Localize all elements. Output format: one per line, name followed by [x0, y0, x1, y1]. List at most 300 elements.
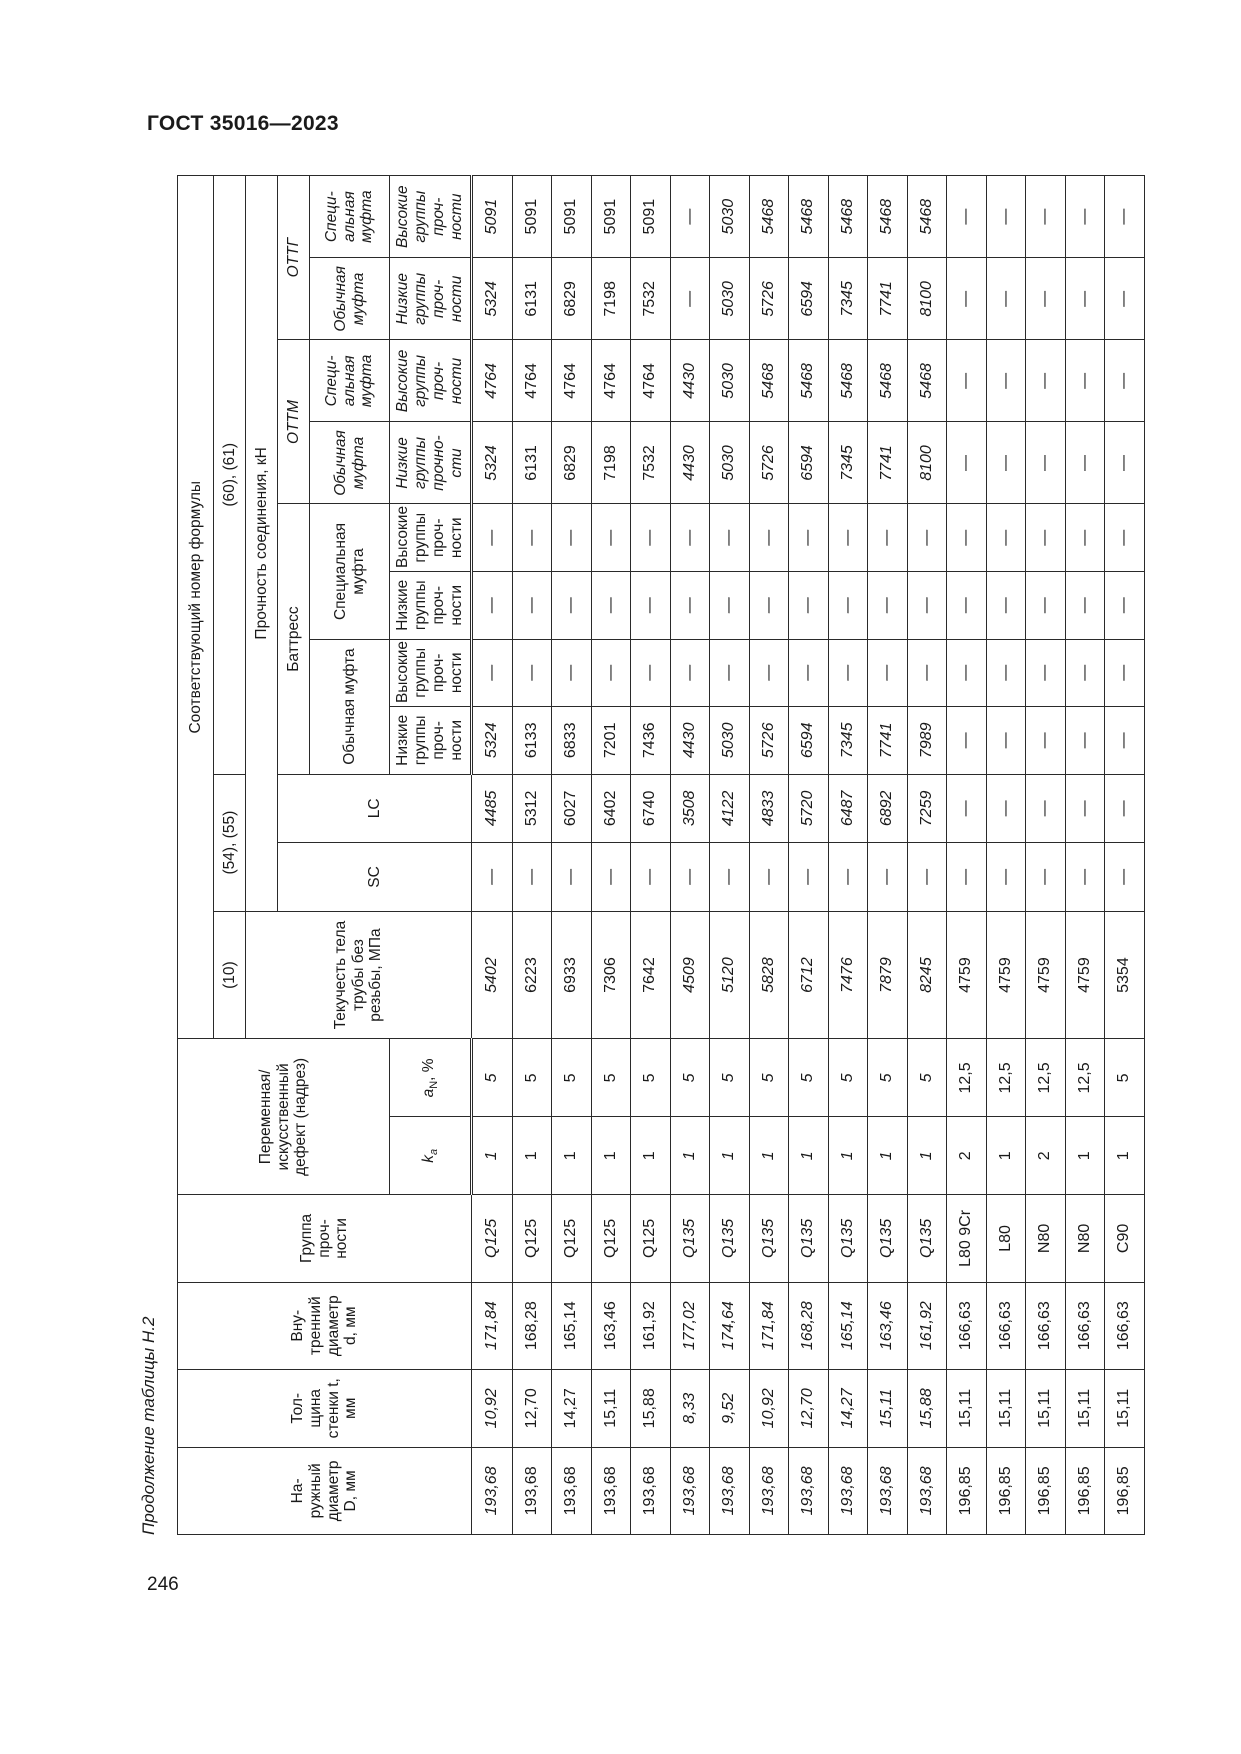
table-cell: 4759	[1065, 911, 1105, 1039]
table-cell: 5091	[552, 176, 592, 258]
table-cell: 3508	[670, 774, 710, 843]
table-cell: 4759	[1026, 911, 1066, 1039]
table-cell: 8100	[907, 258, 947, 340]
table-cell: —	[1065, 843, 1105, 912]
header-ottm-special-high: Высокие группы проч- ности	[390, 340, 472, 422]
table-cell: 12,70	[512, 1369, 552, 1447]
table-cell: 8,33	[670, 1369, 710, 1447]
table-cell: 193,68	[670, 1447, 710, 1534]
table-cell: —	[947, 843, 987, 912]
table-cell: 1	[1105, 1117, 1145, 1195]
table-cell: —	[1105, 258, 1145, 340]
table-cell: 5	[512, 1039, 552, 1117]
header-buttress-special-low: Низкие группы проч- ности	[390, 572, 472, 640]
table-cell: —	[710, 843, 750, 912]
table-cell: 12,5	[1065, 1039, 1105, 1117]
table-cell: 12,70	[789, 1369, 829, 1447]
table-cell: —	[947, 176, 987, 258]
table-cell: Q125	[591, 1195, 631, 1282]
table-cell: —	[670, 258, 710, 340]
table-cell: 174,64	[710, 1282, 750, 1369]
table-cell: 1	[710, 1117, 750, 1195]
table-cell: 1	[631, 1117, 671, 1195]
header-formula-60-61: (60), (61)	[214, 176, 246, 775]
table-cell: —	[1105, 774, 1145, 843]
header-ottg-regular-low: Низкие группы проч- ности	[390, 258, 472, 340]
table-cell: —	[472, 843, 513, 912]
table-cell: Q135	[749, 1195, 789, 1282]
header-inner-diameter: Вну- тренний диаметр d, мм	[178, 1282, 472, 1369]
table-cell: 14,27	[828, 1369, 868, 1447]
table-cell: 6131	[512, 422, 552, 504]
table-cell: 5468	[749, 340, 789, 422]
table-cell: 1	[868, 1117, 908, 1195]
table-cell: —	[1065, 707, 1105, 775]
table-cell: —	[591, 504, 631, 572]
table-cell: Q125	[552, 1195, 592, 1282]
table-cell: 10,92	[472, 1369, 513, 1447]
header-ottg-regular: Обычная муфта	[310, 258, 390, 340]
table-cell: 6833	[552, 707, 592, 775]
table-cell: —	[986, 707, 1026, 775]
table-cell: 1	[986, 1117, 1026, 1195]
table-cell: —	[1026, 774, 1066, 843]
table-cell: Q135	[828, 1195, 868, 1282]
table-cell: C90	[1105, 1195, 1145, 1282]
header-buttress-regular: Обычная муфта	[310, 639, 390, 774]
table-cell: 1	[512, 1117, 552, 1195]
table-cell: 6933	[552, 911, 592, 1039]
table-row	[986, 176, 1026, 1535]
header-grade: Группа проч- ности	[178, 1195, 472, 1282]
table-cell: 6892	[868, 774, 908, 843]
table-cell: 5468	[828, 340, 868, 422]
table-cell: 7345	[828, 422, 868, 504]
table-cell: —	[710, 504, 750, 572]
header-buttress: Баттресс	[278, 504, 310, 774]
header-buttress-special-high: Высокие группы проч- ности	[390, 504, 472, 572]
table-cell: 5402	[472, 911, 513, 1039]
table-cell: 6829	[552, 258, 592, 340]
table-cell: —	[472, 572, 513, 640]
table-cell: 5468	[868, 340, 908, 422]
table-cell: 1	[591, 1117, 631, 1195]
table-cell: 14,27	[552, 1369, 592, 1447]
table-cell: —	[1065, 774, 1105, 843]
table-cell: 5	[789, 1039, 829, 1117]
table-cell: Q135	[907, 1195, 947, 1282]
table-cell: 1	[907, 1117, 947, 1195]
table-cell: 196,85	[1026, 1447, 1066, 1534]
table-cell: —	[670, 572, 710, 640]
table-cell: —	[1065, 639, 1105, 707]
header-formula-10: (10)	[214, 911, 246, 1039]
table-cell: —	[552, 572, 592, 640]
table-cell: 5091	[591, 176, 631, 258]
table-cell: 5091	[512, 176, 552, 258]
table-cell: —	[828, 843, 868, 912]
table-cell: —	[868, 843, 908, 912]
table-cell: —	[1065, 258, 1105, 340]
table-cell: 7198	[591, 258, 631, 340]
data-table	[177, 175, 1145, 1535]
table-cell: —	[749, 572, 789, 640]
table-cell: —	[1026, 504, 1066, 572]
table-cell: —	[591, 572, 631, 640]
table-cell: N80	[1065, 1195, 1105, 1282]
table-cell: 7345	[828, 707, 868, 775]
table-cell: —	[1105, 707, 1145, 775]
table-cell: 4485	[472, 774, 513, 843]
table-cell: —	[552, 639, 592, 707]
table-cell: 4122	[710, 774, 750, 843]
header-ka: $k_a$	[390, 1117, 472, 1195]
table-cell: —	[1105, 422, 1145, 504]
table-cell: 165,14	[828, 1282, 868, 1369]
table-cell: —	[868, 504, 908, 572]
table-cell: 7201	[591, 707, 631, 775]
table-cell: Q135	[789, 1195, 829, 1282]
table-cell: —	[868, 639, 908, 707]
table-cell: —	[947, 639, 987, 707]
table-cell: —	[552, 504, 592, 572]
table-cell: 5	[1105, 1039, 1145, 1117]
table-cell: 5324	[472, 707, 513, 775]
table-cell: —	[1026, 340, 1066, 422]
table-cell: —	[512, 572, 552, 640]
table-cell: —	[1026, 572, 1066, 640]
table-cell: 5	[552, 1039, 592, 1117]
table-cell: 7345	[828, 258, 868, 340]
table-cell: 8245	[907, 911, 947, 1039]
table-cell: —	[631, 843, 671, 912]
table-cell: 15,88	[907, 1369, 947, 1447]
table-cell: 193,68	[868, 1447, 908, 1534]
table-cell: 5030	[710, 422, 750, 504]
table-cell: —	[1065, 176, 1105, 258]
table-cell: 5468	[789, 176, 829, 258]
table-cell: —	[1026, 422, 1066, 504]
table-cell: 193,68	[591, 1447, 631, 1534]
table-cell: —	[670, 504, 710, 572]
table-cell: 15,11	[868, 1369, 908, 1447]
table-cell: 7741	[868, 258, 908, 340]
table-cell: —	[472, 639, 513, 707]
table-cell: —	[552, 843, 592, 912]
table-cell: 4764	[591, 340, 631, 422]
table-cell: 2	[1026, 1117, 1066, 1195]
table-cell: 5720	[789, 774, 829, 843]
table-cell: 5726	[749, 707, 789, 775]
table-cell: 6131	[512, 258, 552, 340]
header-formula-number: Соответствующий номер формулы	[178, 176, 214, 1039]
table-cell: —	[1105, 176, 1145, 258]
table-cell: 5324	[472, 258, 513, 340]
table-cell: 15,11	[1065, 1369, 1105, 1447]
table-cell: 5	[749, 1039, 789, 1117]
header-buttress-regular-high: Высокие группы проч- ности	[390, 639, 472, 707]
table-cell: 4509	[670, 911, 710, 1039]
table-cell: Q125	[512, 1195, 552, 1282]
table-cell: 166,63	[1065, 1282, 1105, 1369]
table-cell: 7879	[868, 911, 908, 1039]
table-cell: —	[947, 572, 987, 640]
table-cell: —	[749, 504, 789, 572]
table-cell: —	[907, 504, 947, 572]
table-row	[710, 176, 750, 1535]
table-cell: 12,5	[947, 1039, 987, 1117]
table-cell: 5030	[710, 707, 750, 775]
table-cell: 6487	[828, 774, 868, 843]
table-cell: —	[986, 340, 1026, 422]
table-cell: 7741	[868, 707, 908, 775]
table-cell: —	[789, 843, 829, 912]
table-cell: —	[670, 176, 710, 258]
table-cell: 10,92	[749, 1369, 789, 1447]
table-cell: 6594	[789, 422, 829, 504]
table-cell: —	[1026, 176, 1066, 258]
table-cell: Q135	[710, 1195, 750, 1282]
header-ottm-regular: Обычная муфта	[310, 422, 390, 504]
table-cell: 4759	[947, 911, 987, 1039]
table-cell: 2	[947, 1117, 987, 1195]
table-cell: 7436	[631, 707, 671, 775]
table-cell: —	[947, 340, 987, 422]
table-header	[178, 176, 472, 1535]
table-cell: —	[947, 504, 987, 572]
table-row	[512, 176, 552, 1535]
table-cell: 5	[670, 1039, 710, 1117]
table-cell: 5828	[749, 911, 789, 1039]
table-cell: 171,84	[472, 1282, 513, 1369]
table-cell: 161,92	[631, 1282, 671, 1369]
table-cell: —	[907, 572, 947, 640]
table-cell: —	[1026, 639, 1066, 707]
page-number: 246	[147, 1574, 179, 1595]
table-cell: 193,68	[749, 1447, 789, 1534]
table-cell: 161,92	[907, 1282, 947, 1369]
table-cell: 15,11	[947, 1369, 987, 1447]
table-cell: 15,11	[591, 1369, 631, 1447]
table-cell: 15,11	[1026, 1369, 1066, 1447]
header-ottg-special: Специ- альная муфта	[310, 176, 390, 258]
table-cell: 6133	[512, 707, 552, 775]
table-cell: 8100	[907, 422, 947, 504]
table-cell: 168,28	[512, 1282, 552, 1369]
header-ottm: ОТТМ	[278, 340, 310, 504]
table-cell: 12,5	[986, 1039, 1026, 1117]
header-buttress-special: Специальная муфта	[310, 504, 390, 639]
table-cell: 4764	[631, 340, 671, 422]
table-cell: —	[1105, 504, 1145, 572]
table-cell: 6594	[789, 707, 829, 775]
table-cell: 15,11	[986, 1369, 1026, 1447]
table-cell: —	[828, 639, 868, 707]
table-row	[552, 176, 592, 1535]
table-cell: —	[1026, 843, 1066, 912]
table-cell: 6594	[789, 258, 829, 340]
table-cell: 5	[472, 1039, 513, 1117]
table-cell: 165,14	[552, 1282, 592, 1369]
table-cell: 193,68	[710, 1447, 750, 1534]
table-row	[1026, 176, 1066, 1535]
table-cell: 163,46	[591, 1282, 631, 1369]
table-cell: 5468	[868, 176, 908, 258]
table-cell: 5030	[710, 176, 750, 258]
table-cell: —	[512, 843, 552, 912]
table-cell: 1	[472, 1117, 513, 1195]
header-an: $a_N$, %	[390, 1039, 472, 1117]
table-cell: —	[789, 504, 829, 572]
header-yield: Текучесть тела трубы без резьбы, МПа	[246, 911, 472, 1039]
header-defect: Переменная/ искусственный дефект (надрез)	[178, 1039, 390, 1195]
table-cell: Q125	[631, 1195, 671, 1282]
table-cell: —	[1105, 843, 1145, 912]
table-cell: —	[947, 707, 987, 775]
table-cell: 6712	[789, 911, 829, 1039]
table-cell: 5726	[749, 422, 789, 504]
table-cell: 163,46	[868, 1282, 908, 1369]
table-cell: —	[591, 843, 631, 912]
table-cell: 1	[828, 1117, 868, 1195]
header-ottg-special-high: Высокие группы проч- ности	[390, 176, 472, 258]
header-wall-thickness: Тол- щина стенки t, мм	[178, 1369, 472, 1447]
table-cell: —	[591, 639, 631, 707]
table-cell: 5468	[789, 340, 829, 422]
table-row	[670, 176, 710, 1535]
table-cell: Q125	[472, 1195, 513, 1282]
table-cell: 6223	[512, 911, 552, 1039]
table-cell: —	[986, 504, 1026, 572]
table-cell: 7532	[631, 258, 671, 340]
table-cell: —	[986, 572, 1026, 640]
table-row	[947, 176, 987, 1535]
header-sc: SC	[278, 843, 472, 912]
table-cell: 5	[710, 1039, 750, 1117]
table-cell: 177,02	[670, 1282, 710, 1369]
header-outer-diameter: На- ружный диаметр D, мм	[178, 1447, 472, 1534]
table-row	[907, 176, 947, 1535]
table-cell: —	[986, 774, 1026, 843]
table-cell: —	[828, 572, 868, 640]
table-cell: 5324	[472, 422, 513, 504]
table-cell: 5468	[749, 176, 789, 258]
table-cell: 15,11	[1105, 1369, 1145, 1447]
rotated-table-block	[139, 175, 1154, 1535]
table-cell: 5030	[710, 258, 750, 340]
table-cell: —	[472, 504, 513, 572]
table-cell: 6402	[591, 774, 631, 843]
table-row	[1065, 176, 1105, 1535]
table-cell: 7476	[828, 911, 868, 1039]
table-cell: —	[789, 572, 829, 640]
table-cell: 5	[907, 1039, 947, 1117]
table-cell: 4430	[670, 707, 710, 775]
table-cell: 1	[670, 1117, 710, 1195]
table-cell: 7198	[591, 422, 631, 504]
table-cell: 166,63	[1105, 1282, 1145, 1369]
table-cell: 193,68	[472, 1447, 513, 1534]
table-row	[749, 176, 789, 1535]
table-cell: 6740	[631, 774, 671, 843]
table-cell: 166,63	[947, 1282, 987, 1369]
table-cell: 4430	[670, 340, 710, 422]
table-cell: —	[986, 176, 1026, 258]
table-cell: —	[710, 639, 750, 707]
table-cell: —	[986, 639, 1026, 707]
header-ottm-regular-low: Низкие группы прочно- сти	[390, 422, 472, 504]
table-row	[472, 176, 513, 1535]
table-caption: Продолжение таблицы Н.2	[139, 1316, 158, 1535]
table-cell: —	[631, 504, 671, 572]
table-cell: —	[789, 639, 829, 707]
table-cell: —	[1065, 572, 1105, 640]
table-row	[868, 176, 908, 1535]
table-cell: —	[947, 774, 987, 843]
table-cell: —	[1065, 422, 1105, 504]
table-cell: 196,85	[986, 1447, 1026, 1534]
header-lc: LC	[278, 774, 472, 843]
table-cell: 193,68	[631, 1447, 671, 1534]
table-cell: 171,84	[749, 1282, 789, 1369]
table-cell: —	[1105, 340, 1145, 422]
table-cell: —	[1026, 707, 1066, 775]
table-cell: 5	[631, 1039, 671, 1117]
table-cell: 7741	[868, 422, 908, 504]
table-cell: —	[749, 843, 789, 912]
table-cell: N80	[1026, 1195, 1066, 1282]
table-cell: 7259	[907, 774, 947, 843]
table-cell: 5120	[710, 911, 750, 1039]
table-cell: 5091	[472, 176, 513, 258]
table-cell: 5726	[749, 258, 789, 340]
table-row	[631, 176, 671, 1535]
table-cell: 166,63	[1026, 1282, 1066, 1369]
table-cell: —	[670, 843, 710, 912]
table-cell: 196,85	[1065, 1447, 1105, 1534]
table-cell: 7306	[591, 911, 631, 1039]
header-formula-54-55: (54), (55)	[214, 774, 246, 911]
table-cell: 193,68	[789, 1447, 829, 1534]
table-cell: —	[947, 422, 987, 504]
table-cell: —	[986, 258, 1026, 340]
table-cell: 193,68	[552, 1447, 592, 1534]
header-buttress-regular-low: Низкие группы проч- ности	[390, 707, 472, 775]
table-row	[591, 176, 631, 1535]
table-cell: —	[512, 639, 552, 707]
table-cell: 5354	[1105, 911, 1145, 1039]
table-cell: 5091	[631, 176, 671, 258]
table-cell: —	[710, 572, 750, 640]
table-row	[828, 176, 868, 1535]
table-cell: 4764	[552, 340, 592, 422]
table-cell: 168,28	[789, 1282, 829, 1369]
table-cell: 1	[1065, 1117, 1105, 1195]
table-cell: 196,85	[1105, 1447, 1145, 1534]
header-joint-strength: Прочность соединения, кН	[246, 176, 278, 912]
table-cell: 5	[868, 1039, 908, 1117]
table-cell: L80 9Cr	[947, 1195, 987, 1282]
table-cell: 4430	[670, 422, 710, 504]
table-cell: 12,5	[1026, 1039, 1066, 1117]
table-cell: Q135	[868, 1195, 908, 1282]
table-cell: 7532	[631, 422, 671, 504]
table-cell: —	[907, 639, 947, 707]
table-cell: 166,63	[986, 1282, 1026, 1369]
header-ottg: ОТТГ	[278, 176, 310, 340]
table-cell: —	[512, 504, 552, 572]
table-cell: —	[1065, 340, 1105, 422]
